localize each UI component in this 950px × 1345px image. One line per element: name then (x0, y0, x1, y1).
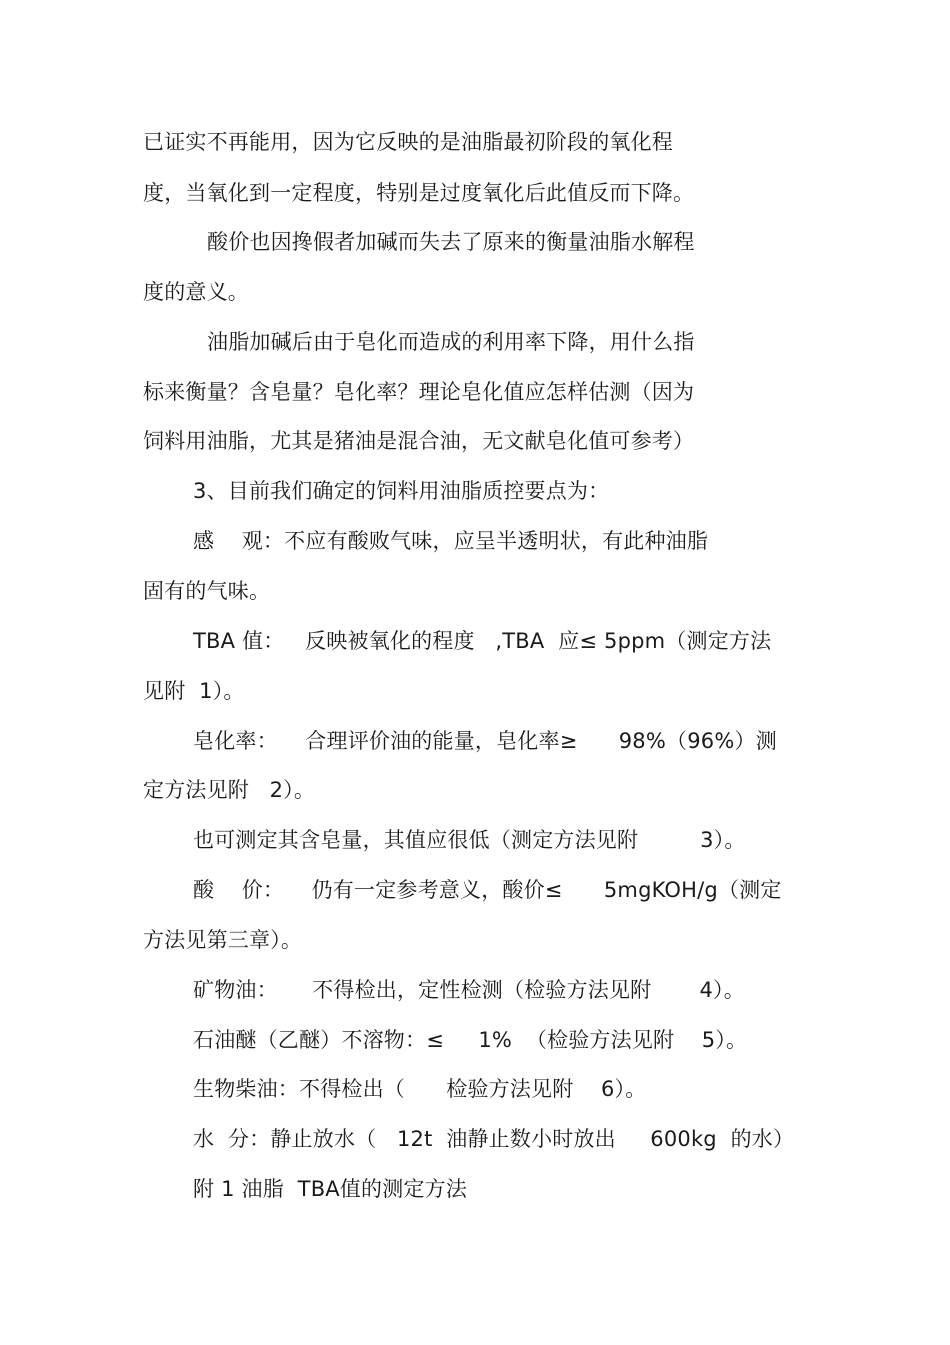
text-line: 已证实不再能用，因为它反映的是油脂最初阶段的氧化程 (143, 130, 673, 154)
text-line: 定方法见附 2）。 (143, 778, 316, 802)
text-line: 油脂加碱后由于皂化而造成的利用率下降，用什么指 (207, 330, 695, 354)
text-line: 饲料用油脂，尤其是猪油是混合油，无文献皂化值可参考） (143, 429, 695, 453)
text-line: 皂化率： 合理评价油的能量，皂化率≥ 98%（96%）测 (193, 729, 777, 753)
text-line: 酸价也因搀假者加碱而失去了原来的衡量油脂水解程 (207, 230, 695, 254)
text-line: 见附 1）。 (143, 679, 245, 703)
text-line: 固有的气味。 (143, 579, 271, 603)
section-heading: 3、目前我们确定的饲料用油脂质控要点为： (193, 479, 610, 503)
text-line: TBA 值： 反映被氧化的程度 ,TBA 应≤ 5ppm（测定方法 (193, 629, 772, 653)
text-line: 度的意义。 (143, 280, 249, 304)
text-line: 生物柴油：不得检出（ 检验方法见附 6）。 (193, 1077, 647, 1101)
text-line: 石油醚（乙醚）不溶物：≤ 1% （检验方法见附 5）。 (193, 1028, 748, 1052)
text-line: 矿物油： 不得检出，定性检测（检验方法见附 4）。 (193, 978, 745, 1002)
text-line: 酸 价： 仍有一定参考意义，酸价≤ 5mgKOH/g（测定 (193, 878, 782, 902)
text-line: 感 观：不应有酸败气味，应呈半透明状，有此种油脂 (193, 529, 709, 553)
appendix-heading: 附 1 油脂 TBA值的测定方法 (193, 1177, 468, 1201)
text-line: 度，当氧化到一定程度，特别是过度氧化后此值反而下降。 (143, 181, 695, 205)
text-line: 标来衡量？含皂量？皂化率？理论皂化值应怎样估测（因为 (143, 380, 695, 404)
text-line: 方法见第三章）。 (143, 928, 303, 952)
text-line: 水 分：静止放水（ 12t 油静止数小时放出 600kg 的水） (193, 1127, 795, 1151)
text-line: 也可测定其含皂量，其值应很低（测定方法见附 3）。 (193, 828, 746, 852)
